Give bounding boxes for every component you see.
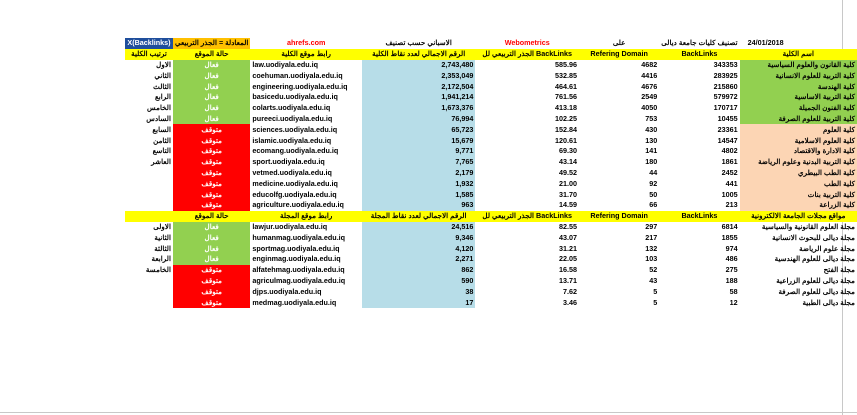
sqrt-backlinks-cell[interactable]: 49.52: [559, 167, 578, 177]
referring-domains-cell[interactable]: 2549: [641, 92, 658, 102]
referring-domains-cell[interactable]: 50: [649, 189, 658, 199]
rank-cell: الخامس: [146, 103, 171, 113]
referring-domains-cell[interactable]: 130: [645, 135, 658, 145]
rank-cell: الثاني: [154, 70, 171, 80]
total-points-cell[interactable]: 2,179: [362, 168, 475, 179]
site-link[interactable]: humanmag.uodiyala.edu.iq: [252, 232, 346, 242]
sqrt-backlinks-cell[interactable]: 3.46: [563, 297, 578, 307]
status-badge[interactable]: متوقف: [173, 157, 250, 168]
total-points-cell[interactable]: 4,120: [362, 243, 475, 254]
total-points-cell[interactable]: 1,673,376: [362, 103, 475, 114]
header-url[interactable]: رابط موقع الكلية: [281, 49, 332, 59]
name-cell[interactable]: كلية الزراعة: [740, 200, 857, 211]
rank-cell: الثامن: [153, 135, 171, 145]
referring-domains-cell[interactable]: 5: [653, 286, 658, 296]
rank-cell: الثالثة: [154, 243, 171, 253]
site-link[interactable]: medicine.uodiyala.edu.iq: [252, 178, 338, 188]
site-link[interactable]: basicedu.uodiyala.edu.iq: [252, 92, 338, 102]
referring-domains-cell[interactable]: 92: [649, 178, 658, 188]
backlinks-cell[interactable]: 4802: [721, 146, 738, 156]
college-row: [125, 114, 857, 125]
sqrt-backlinks-cell[interactable]: 69.30: [559, 146, 578, 156]
header-name[interactable]: مواقع مجلات الجامعة الالكترونية: [751, 211, 846, 221]
site-name: ahrefs.com: [287, 38, 326, 48]
status-badge[interactable]: متوقف: [173, 297, 250, 308]
total-points-cell[interactable]: 963: [362, 200, 475, 211]
ranking-table: [125, 38, 857, 308]
journal-row: [125, 232, 857, 243]
name-cell[interactable]: مجلة علوم الرياضة: [799, 243, 855, 253]
college-row: [125, 178, 857, 189]
sqrt-backlinks-cell[interactable]: 21.00: [559, 178, 578, 188]
status-badge[interactable]: متوقف: [173, 276, 250, 287]
header-ref[interactable]: Refering Domain: [590, 49, 648, 59]
total-points-cell[interactable]: 7,765: [362, 157, 475, 168]
backlinks-cell[interactable]: 441: [725, 178, 738, 188]
referring-domains-cell[interactable]: 5: [653, 297, 658, 307]
rank-cell: [125, 168, 173, 179]
header-avg[interactable]: الجذر التربيعي لل BackLinks: [482, 49, 573, 59]
sqrt-backlinks-cell[interactable]: 82.55: [559, 221, 578, 231]
total-points-cell[interactable]: 1,932: [362, 178, 475, 189]
name-cell[interactable]: كلية الهندسة: [740, 81, 857, 92]
backlinks-cell[interactable]: 2452: [721, 167, 738, 177]
site-link[interactable]: djps.uodiyala.edu.iq: [252, 286, 322, 296]
referring-domains-cell[interactable]: 43: [649, 275, 658, 285]
backlinks-cell[interactable]: 170717: [713, 103, 738, 113]
header-url[interactable]: رابط موقع المجلة: [280, 211, 333, 221]
college-row: [125, 146, 857, 157]
total-points-cell[interactable]: 9,346: [362, 232, 475, 243]
site-link[interactable]: agriculture.uodiyala.edu.iq: [252, 200, 344, 210]
sqrt-backlinks-cell[interactable]: 464.61: [555, 81, 578, 91]
referring-domains-cell[interactable]: 297: [645, 221, 658, 231]
referring-domains-cell[interactable]: 132: [645, 243, 658, 253]
backlinks-cell[interactable]: 343353: [713, 59, 738, 69]
header-rank-empty: [125, 211, 173, 222]
sqrt-backlinks-cell[interactable]: 22.05: [559, 254, 578, 264]
rank-cell: السابع: [152, 124, 171, 134]
journal-row: [125, 222, 857, 233]
college-row: [125, 135, 857, 146]
sqrt-backlinks-cell[interactable]: 761.56: [555, 92, 578, 102]
title-part1: تصنيف كليات جامعة ديالى: [661, 38, 738, 48]
total-points-cell[interactable]: 2,353,049: [362, 70, 475, 81]
rank-cell: [125, 178, 173, 189]
backlinks-cell[interactable]: 12: [729, 297, 738, 307]
name-cell[interactable]: كلية الطب البيطري: [740, 168, 857, 179]
backlinks-cell[interactable]: 1005: [721, 189, 738, 199]
status-badge[interactable]: فعال: [173, 81, 250, 92]
rank-cell: [125, 200, 173, 211]
site-link[interactable]: educolfg.uodiyala.edu.iq: [252, 189, 337, 199]
status-badge[interactable]: متوقف: [173, 124, 250, 135]
status-badge[interactable]: متوقف: [173, 135, 250, 146]
status-badge[interactable]: فعال: [173, 60, 250, 71]
backlinks-cell[interactable]: 486: [725, 254, 738, 264]
total-points-cell[interactable]: 862: [362, 265, 475, 276]
site-link[interactable]: vetmed.uodiyala.edu.iq: [252, 167, 332, 177]
journal-row: [125, 286, 857, 297]
equation-label[interactable]: المعادلة = الجذر التربيعي: [174, 38, 249, 48]
name-cell[interactable]: كلية التربية للعلوم الانسانية: [740, 70, 857, 81]
site-link[interactable]: islamic.uodiyala.edu.iq: [252, 135, 332, 145]
total-points-cell[interactable]: 38: [362, 286, 475, 297]
referring-domains-cell[interactable]: 141: [645, 146, 658, 156]
status-badge[interactable]: فعال: [173, 114, 250, 125]
rank-cell: الاول: [156, 59, 171, 69]
rank-cell: [125, 286, 173, 297]
rank-cell: [125, 189, 173, 200]
site-link[interactable]: colarts.uodiyala.edu.iq: [252, 103, 331, 113]
site-link[interactable]: sciences.uodiyala.edu.iq: [252, 124, 338, 134]
site-link[interactable]: engineering.uodiyala.edu.iq: [252, 81, 348, 91]
sqrt-backlinks-cell[interactable]: 120.61: [555, 135, 578, 145]
backlinks-cell[interactable]: 213: [725, 200, 738, 210]
journal-row: [125, 297, 857, 308]
backlinks-cell[interactable]: 275: [725, 265, 738, 275]
journal-row: [125, 265, 857, 276]
name-cell[interactable]: كلية الفنون الجميلة: [740, 103, 857, 114]
colleges-header-row: [125, 49, 857, 60]
site-link[interactable]: agriculmag.uodiyala.edu.iq: [252, 275, 346, 285]
status-badge[interactable]: متوقف: [173, 189, 250, 200]
name-cell[interactable]: كلية التربية الاساسية: [740, 92, 857, 103]
backlinks-cell[interactable]: 1861: [721, 157, 738, 167]
journal-row: [125, 243, 857, 254]
backlinks-cell[interactable]: 283925: [713, 70, 738, 80]
sqrt-backlinks-cell[interactable]: 14.59: [559, 200, 578, 210]
rank-cell: التاسع: [152, 146, 171, 156]
rank-cell: [125, 297, 173, 308]
header-bl[interactable]: BackLinks: [681, 211, 718, 221]
header-total[interactable]: الرقم الاجمالي لعدد نقاط المجلة: [370, 211, 467, 221]
status-badge[interactable]: فعال: [173, 92, 250, 103]
referring-domains-cell[interactable]: 180: [645, 157, 658, 167]
total-points-cell[interactable]: 76,994: [362, 114, 475, 125]
header-status[interactable]: حالة الموقع: [194, 49, 229, 59]
college-row: [125, 157, 857, 168]
site-link[interactable]: lawjur.uodiyala.edu.iq: [252, 221, 328, 231]
sqrt-backlinks-cell[interactable]: 43.14: [559, 157, 578, 167]
status-badge[interactable]: فعال: [173, 222, 250, 233]
name-cell[interactable]: مجلة العلوم القانونية والسياسية: [761, 221, 855, 231]
name-cell[interactable]: مجلة ديالى الطبية: [802, 297, 855, 307]
header-total[interactable]: الرقم الاجمالي لعدد نقاط الكلية: [372, 49, 466, 59]
backlinks-cell[interactable]: 58: [729, 286, 738, 296]
backlinks-cell[interactable]: 6814: [721, 221, 738, 231]
status-badge[interactable]: متوقف: [173, 265, 250, 276]
referring-domains-cell[interactable]: 753: [645, 113, 658, 123]
rank-cell: العاشر: [151, 157, 171, 167]
total-points-cell[interactable]: 2,743,480: [362, 60, 475, 71]
backlinks-cell[interactable]: 974: [725, 243, 738, 253]
name-cell[interactable]: مجلة ديالى للعلوم الهندسية: [774, 254, 855, 264]
sqrt-backlinks-cell[interactable]: 7.62: [563, 286, 578, 296]
status-badge[interactable]: فعال: [173, 243, 250, 254]
site-link[interactable]: law.uodiyala.edu.iq: [252, 59, 319, 69]
college-row: [125, 70, 857, 81]
rank-cell: الرابعة: [151, 254, 171, 264]
backlinks-cell[interactable]: 579972: [713, 92, 738, 102]
site-link[interactable]: sportmag.uodiyala.edu.iq: [252, 243, 340, 253]
total-points-cell[interactable]: 9,771: [362, 146, 475, 157]
title-part2: على: [612, 38, 626, 48]
total-points-cell[interactable]: 2,172,504: [362, 81, 475, 92]
name-cell[interactable]: مجلة ديالى للبحوث الانسانية: [772, 232, 855, 242]
header-ref[interactable]: Refering Domain: [590, 211, 648, 221]
rank-cell: الخامسة: [145, 265, 171, 275]
sqrt-backlinks-cell[interactable]: 13.71: [559, 275, 578, 285]
referring-domains-cell[interactable]: 4050: [641, 103, 658, 113]
total-points-cell[interactable]: 24,516: [362, 222, 475, 233]
status-badge[interactable]: متوقف: [173, 168, 250, 179]
referring-domains-cell[interactable]: 52: [649, 265, 658, 275]
name-cell[interactable]: مجلة ديالى للعلوم الزراعية: [776, 275, 855, 285]
status-badge[interactable]: فعال: [173, 103, 250, 114]
college-row: [125, 189, 857, 200]
name-cell[interactable]: مجلة الفتح: [823, 265, 855, 275]
sqrt-backlinks-cell[interactable]: 43.07: [559, 232, 578, 242]
site-link[interactable]: alfatehmag.uodiyala.edu.iq: [252, 265, 345, 275]
journal-row: [125, 276, 857, 287]
backlinks-cell[interactable]: 23361: [717, 124, 738, 134]
referring-domains-cell[interactable]: 4416: [641, 70, 658, 80]
status-badge[interactable]: فعال: [173, 254, 250, 265]
backlinks-cell[interactable]: 10455: [717, 113, 738, 123]
name-cell[interactable]: كلية التربية بنات: [740, 189, 857, 200]
header-avg[interactable]: الجذر التربيعي لل BackLinks: [482, 211, 573, 221]
rank-cell: الاولى: [153, 221, 171, 231]
sqrt-backlinks-cell[interactable]: 31.21: [559, 243, 578, 253]
site-link[interactable]: ecomang.uodiyala.edu.iq: [252, 146, 339, 156]
referring-domains-cell[interactable]: 66: [649, 200, 658, 210]
status-badge[interactable]: فعال: [173, 70, 250, 81]
status-badge[interactable]: متوقف: [173, 286, 250, 297]
total-points-cell[interactable]: 590: [362, 276, 475, 287]
college-row: [125, 81, 857, 92]
rank-cell: السادس: [146, 113, 171, 123]
report-date: 24/01/2018: [747, 38, 784, 48]
college-row: [125, 103, 857, 114]
formula-label[interactable]: X(Backlinks): [125, 38, 173, 49]
sqrt-backlinks-cell[interactable]: 102.25: [555, 113, 578, 123]
status-badge[interactable]: متوقف: [173, 146, 250, 157]
college-row: [125, 124, 857, 135]
college-row: [125, 200, 857, 211]
name-cell[interactable]: كلية التربية للعلوم الصرفة: [740, 114, 857, 125]
rank-cell: الثالث: [153, 81, 171, 91]
referring-domains-cell[interactable]: 44: [649, 167, 658, 177]
rank-cell: الرابع: [154, 92, 171, 102]
sqrt-backlinks-cell[interactable]: 31.70: [559, 189, 578, 199]
total-points-cell[interactable]: 65,723: [362, 124, 475, 135]
sqrt-backlinks-cell[interactable]: 413.18: [555, 103, 578, 113]
referring-domains-cell[interactable]: 217: [645, 232, 658, 242]
referring-domains-cell[interactable]: 4676: [641, 81, 658, 91]
title-part4: الاسباني حسب تصنيف: [385, 38, 452, 48]
name-cell[interactable]: كلية العلوم الاسلامية: [740, 135, 857, 146]
site-link[interactable]: coehuman.uodiyala.edu.iq: [252, 70, 343, 80]
total-points-cell[interactable]: 15,679: [362, 135, 475, 146]
header-name[interactable]: اسم الكلية: [782, 49, 814, 59]
referring-domains-cell[interactable]: 4682: [641, 59, 658, 69]
site-link[interactable]: enginmag.uodiyala.edu.iq: [252, 254, 341, 264]
journals-header-row: [125, 211, 857, 222]
backlinks-cell[interactable]: 1855: [721, 232, 738, 242]
college-row: [125, 60, 857, 71]
title-row: [125, 38, 857, 49]
name-cell[interactable]: كلية الادارة والاقتصاد: [740, 146, 857, 157]
status-badge[interactable]: فعال: [173, 232, 250, 243]
name-cell[interactable]: كلية الطب: [740, 178, 857, 189]
header-bl[interactable]: BackLinks: [681, 49, 718, 59]
name-cell[interactable]: كلية العلوم: [740, 124, 857, 135]
journal-row: [125, 254, 857, 265]
status-badge[interactable]: متوقف: [173, 178, 250, 189]
site-link[interactable]: medmag.uodiyala.edu.iq: [252, 297, 337, 307]
sqrt-backlinks-cell[interactable]: 532.85: [555, 70, 578, 80]
referring-domains-cell[interactable]: 430: [645, 124, 658, 134]
backlinks-cell[interactable]: 215860: [713, 81, 738, 91]
title-part3: Webometrics: [504, 38, 550, 48]
total-points-cell[interactable]: 17: [362, 297, 475, 308]
referring-domains-cell[interactable]: 103: [645, 254, 658, 264]
total-points-cell[interactable]: 2,271: [362, 254, 475, 265]
site-link[interactable]: pureeci.uodiyala.edu.iq: [252, 113, 333, 123]
college-row: [125, 168, 857, 179]
window-border-bottom: [0, 412, 857, 413]
name-cell[interactable]: كلية القانون والعلوم السياسية: [740, 60, 857, 71]
total-points-cell[interactable]: 1,585: [362, 189, 475, 200]
name-cell[interactable]: كلية التربية البدنية وعلوم الرياضة: [740, 157, 857, 168]
site-link[interactable]: sport.uodiyala.edu.iq: [252, 157, 325, 167]
rank-cell: الثانية: [154, 232, 171, 242]
backlinks-cell[interactable]: 188: [725, 275, 738, 285]
college-row: [125, 92, 857, 103]
sqrt-backlinks-cell[interactable]: 16.58: [559, 265, 578, 275]
sqrt-backlinks-cell[interactable]: 152.84: [555, 124, 578, 134]
sqrt-backlinks-cell[interactable]: 585.96: [555, 59, 578, 69]
backlinks-cell[interactable]: 14547: [717, 135, 738, 145]
total-points-cell[interactable]: 1,941,214: [362, 92, 475, 103]
header-status[interactable]: حالة الموقع: [194, 211, 229, 221]
status-badge[interactable]: متوقف: [173, 200, 250, 211]
name-cell[interactable]: مجلة ديالى للعلوم الصرفة: [778, 286, 855, 296]
rank-cell: [125, 276, 173, 287]
header-rank[interactable]: ترتيب الكلية: [131, 49, 167, 59]
